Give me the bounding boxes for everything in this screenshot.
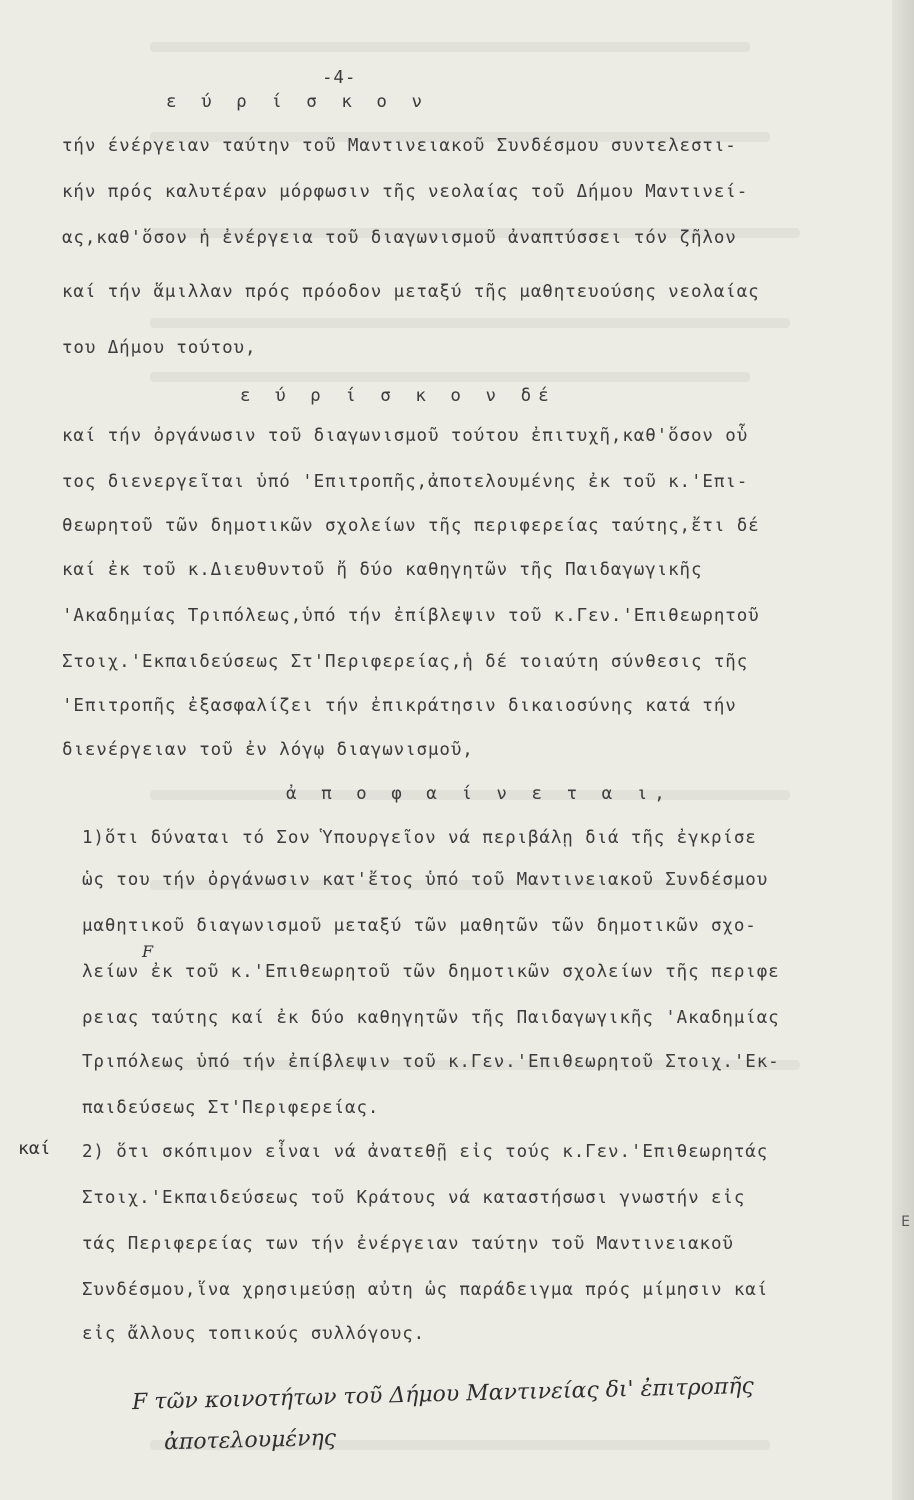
- text-line: Στοιχ.'Εκπαιδεύσεως τοῦ Κράτους νά καταστήσωσι γνωστήν εἰς: [82, 1188, 746, 1208]
- text-line: 'Ακαδημίας Τριπόλεως,ὑπό τήν ἐπίβλεψιν τοῦ κ.Γεν.'Επιθεωρητοῦ: [62, 606, 760, 626]
- text-line: ὡς του τήν ὀργάνωσιν κατ'ἔτος ὑπό τοῦ Μαντινειακοῦ Συνδέσμου: [82, 870, 769, 890]
- margin-note-kai: καί: [18, 1138, 51, 1159]
- text-line: μαθητικοῦ διαγωνισμοῦ μεταξύ τῶν μαθητῶν τῶν δημοτικῶν σχο-: [82, 916, 757, 936]
- text-line: τος διενεργεῖται ὑπό 'Επιτροπῆς,ἀποτελουμένης ἐκ τοῦ κ.'Επι-: [62, 472, 749, 492]
- page-edge-letter: E: [901, 1214, 910, 1230]
- text-line: καί τήν ὀργάνωσιν τοῦ διαγωνισμοῦ τούτου ἐπιτυχῆ,καθ'ὅσον οὗ: [62, 426, 749, 446]
- text-line: Συνδέσμου,ἵνα χρησιμεύσῃ αὐτη ὡς παράδειγμα πρός μίμησιν καί: [82, 1280, 769, 1300]
- text-line: διενέργειαν τοῦ ἐν λόγῳ διαγωνισμοῦ,: [62, 740, 474, 760]
- text-line: τάς Περιφερείας των τήν ἐνέργειαν ταύτην τοῦ Μαντινειακοῦ: [82, 1234, 734, 1254]
- bleed-through-text: [150, 42, 750, 52]
- text-line: εἰς ἄλλους τοπικούς συλλόγους.: [82, 1324, 426, 1344]
- text-line: θεωρητοῦ τῶν δημοτικῶν σχολείων τῆς περιφερείας ταύτης,ἔτι δέ: [62, 516, 760, 536]
- text-line: λείων ἐκ τοῦ κ.'Επιθεωρητοῦ τῶν δημοτικῶν σχολείων τῆς περιφε: [82, 962, 780, 982]
- text-line: 2) ὅτι σκόπιμον εἶναι νά ἀνατεθῇ εἰς τούς κ.Γεν.'Επιθεωρητάς: [82, 1142, 769, 1162]
- text-line: καί ἐκ τοῦ κ.Διευθυντοῦ ἤ δύο καθηγητῶν τῆς Παιδαγωγικῆς: [62, 560, 703, 580]
- handwritten-insertion-line-1: F τῶν κοινοτήτων τοῦ Δήμου Μαντινείας δι' ἐπιτροπῆς: [131, 1373, 755, 1416]
- text-line: Τριπόλεως ὑπό τήν ἐπίβλεψιν τοῦ κ.Γεν.'Επιθεωρητοῦ Στοιχ.'Εκ-: [82, 1052, 780, 1072]
- bleed-through-text: [150, 372, 750, 382]
- heading-apofainetai: ἀ π ο φ α ί ν ε τ α ι,: [286, 784, 672, 804]
- page-number: -4-: [322, 68, 357, 88]
- heading-eyriskon-de: ε ύ ρ ί σ κ ο ν δέ: [240, 386, 556, 406]
- heading-eyriskon: ε ύ ρ ί σ κ ο ν: [166, 92, 430, 112]
- text-line: ας,καθ'ὅσον ἡ ἐνέργεια τοῦ διαγωνισμοῦ ἀναπτύσσει τόν ζῆλον: [62, 228, 737, 248]
- text-line: καί τήν ἅμιλλαν πρός πρόοδον μεταξύ τῆς μαθητευούσης νεολαίας: [62, 282, 760, 302]
- text-line: παιδεύσεως Στ'Περιφερείας.: [82, 1098, 380, 1118]
- insert-mark-f: F: [142, 942, 154, 961]
- text-line: κήν πρός καλυτέραν μόρφωσιν τῆς νεολαίας τοῦ Δήμου Μαντινεί-: [62, 182, 749, 202]
- handwritten-insertion-line-2: ἀποτελουμένης: [163, 1425, 337, 1456]
- text-line: ρειας ταύτης καί ἐκ δύο καθηγητῶν τῆς Παιδαγωγικῆς 'Ακαδημίας: [82, 1008, 780, 1028]
- text-line: του Δήμου τούτου,: [62, 338, 257, 358]
- text-line: τήν ένέργειαν ταύτην τοῦ Μαντινειακοῦ Συνδέσμου συντελεστι-: [62, 136, 737, 156]
- text-line: 1)ὅτι δύναται τό Σον Ὑπουργεῖον νά περιβάλῃ διά τῆς ἐγκρίσε: [82, 828, 757, 848]
- text-line: Στοιχ.'Εκπαιδεύσεως Στ'Περιφερείας,ἡ δέ τοιαύτη σύνθεσις τῆς: [62, 652, 749, 672]
- bleed-through-text: [150, 318, 790, 328]
- page-edge-shadow: [892, 0, 914, 1500]
- text-line: 'Επιτροπῆς ἐξασφαλίζει τήν ἐπικράτησιν δικαιοσύνης κατά τήν: [62, 696, 737, 716]
